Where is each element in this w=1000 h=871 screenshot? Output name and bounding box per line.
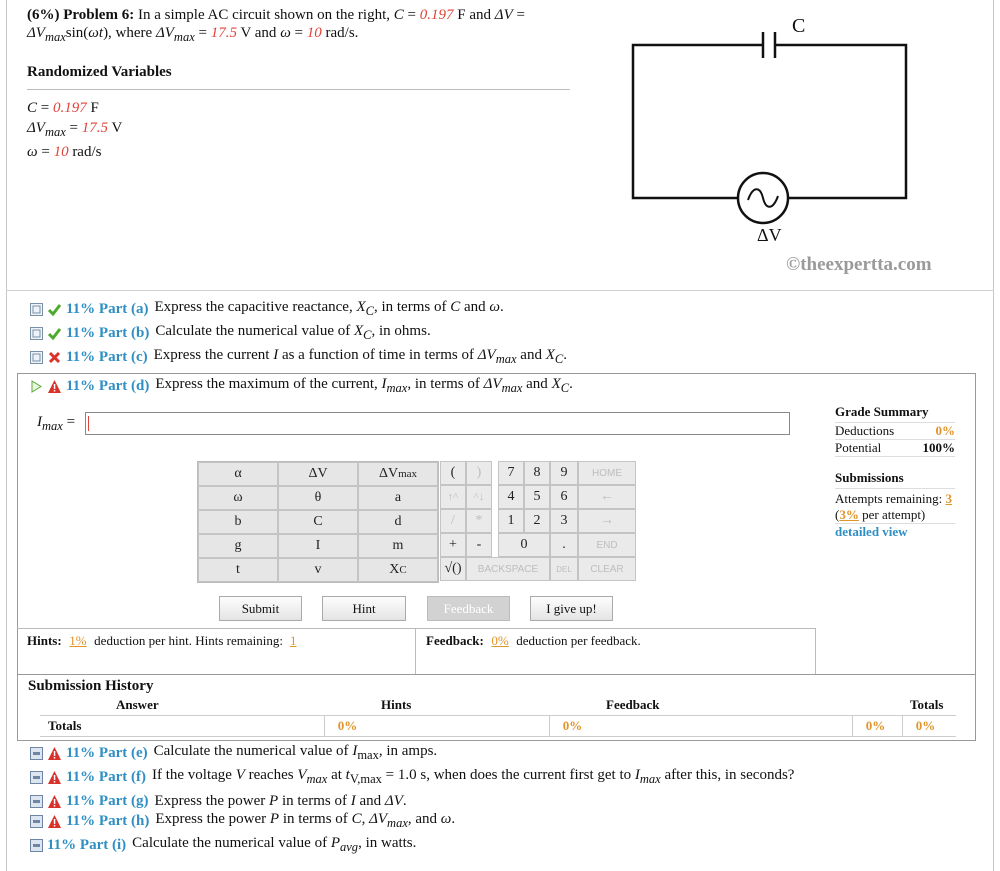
part-label[interactable]: 11% Part (a) [66, 300, 149, 317]
checkmark-icon [47, 302, 62, 317]
column-header-hints: Hints [381, 697, 412, 712]
part-a[interactable] [30, 298, 504, 320]
hints-info: Hints: 1% deduction per hint. Hints remaining: 1 [17, 628, 416, 674]
key-v[interactable]: v [278, 558, 358, 582]
key-delta-v-max[interactable]: ΔV max [358, 462, 438, 486]
key-delta-v[interactable]: ΔV [278, 462, 358, 486]
part-text: Express the capacitive reactance, $X_C$, in terms of C and ω. [154, 299, 504, 318]
key-down[interactable]: ^↓ [466, 485, 492, 509]
key-0[interactable]: 0 [498, 533, 550, 557]
key-del[interactable]: DEL [550, 557, 578, 581]
key-i[interactable]: I [278, 534, 358, 558]
rv-line-c: C = 0.197 F [27, 100, 99, 116]
expand-icon[interactable] [30, 327, 43, 340]
key-left-arrow[interactable]: ← [578, 485, 636, 509]
key-a[interactable]: a [358, 486, 438, 510]
key-b[interactable]: b [198, 510, 278, 534]
part-label[interactable]: 11% Part (d) [66, 377, 150, 394]
potential-value: 100% [922, 440, 955, 455]
warning-icon [47, 770, 62, 785]
part-label[interactable]: 11% Part (i) [47, 836, 127, 853]
key-alpha[interactable]: α [198, 462, 278, 486]
divider [6, 290, 994, 291]
divider [17, 674, 976, 675]
answer-label: $I_{max}$ = [37, 414, 76, 433]
answer-input[interactable] [85, 412, 790, 435]
key-t[interactable]: t [198, 558, 278, 582]
column-header-feedback: Feedback [606, 697, 660, 712]
watermark: ©theexpertta.com [786, 254, 932, 275]
column-header-answer: Answer [116, 697, 159, 712]
collapsed-icon[interactable] [30, 795, 43, 808]
collapsed-icon[interactable] [30, 815, 43, 828]
key-decimal[interactable]: . [550, 533, 578, 557]
key-7[interactable]: 7 [498, 461, 524, 485]
key-omega[interactable]: ω [198, 486, 278, 510]
key-m[interactable]: m [358, 534, 438, 558]
key-c[interactable]: C [278, 510, 358, 534]
answer-total: 0% [324, 716, 370, 736]
part-label[interactable]: 11% Part (e) [66, 744, 148, 761]
part-text: If the voltage V reaches $V_{max}$ at $t_{V,max} = 1.0$ s, when does the current first get to $I_{max}$ after this, in seconds? [151, 767, 795, 786]
warning-icon [47, 794, 62, 809]
hint-button[interactable]: Hint [322, 596, 406, 621]
key-2[interactable]: 2 [524, 509, 550, 533]
key-lparen[interactable]: ( [440, 461, 466, 485]
hints-total: 0% [549, 716, 595, 736]
rv-line-omega: ω = 10 rad/s [27, 144, 102, 160]
expand-icon[interactable] [30, 351, 43, 364]
deductions-value: 0% [935, 423, 955, 438]
key-8[interactable]: 8 [524, 461, 550, 485]
key-home[interactable]: HOME [578, 461, 636, 485]
feedback-total: 0% [852, 716, 898, 736]
part-i[interactable] [30, 834, 416, 856]
table-row [40, 715, 956, 737]
key-clear[interactable]: CLEAR [578, 557, 636, 581]
key-end[interactable]: END [578, 533, 636, 557]
feedback-deduction: 0% [491, 633, 509, 648]
part-text: Express the maximum of the current, $I_{max}$, in terms of $\Delta V_{max}$ and $X_C$. [155, 376, 573, 395]
collapsed-icon[interactable] [30, 747, 43, 760]
x-mark-icon [47, 350, 62, 365]
capacitor-label: C [792, 15, 806, 37]
part-g[interactable] [30, 790, 407, 812]
key-g[interactable]: g [198, 534, 278, 558]
key-6[interactable]: 6 [550, 485, 578, 509]
totals-label: Totals [48, 718, 82, 733]
part-text: Calculate the numerical value of $P_{avg}$, in watts. [132, 835, 417, 854]
divider [27, 89, 570, 90]
key-multiply[interactable]: * [466, 509, 492, 533]
key-d[interactable]: d [358, 510, 438, 534]
part-e[interactable] [30, 742, 437, 764]
key-theta[interactable]: θ [278, 486, 358, 510]
key-right-arrow[interactable]: → [578, 509, 636, 533]
circuit-diagram [620, 10, 920, 250]
part-text: Calculate the numerical value of $I_{max}$, in amps. [153, 743, 438, 762]
part-text: Express the current I as a function of time in terms of $\Delta V_{max}$ and $X_C$. [153, 347, 567, 366]
text-cursor [88, 416, 89, 431]
key-5[interactable]: 5 [524, 485, 550, 509]
warning-icon [47, 814, 62, 829]
expand-icon[interactable] [30, 303, 43, 316]
part-c[interactable] [30, 346, 567, 368]
grand-total: 0% [902, 716, 948, 736]
feedback-button[interactable]: Feedback [427, 596, 510, 621]
part-text: Express the power P in terms of I and ΔV. [154, 792, 407, 809]
submission-history-title: Submission History [28, 678, 154, 694]
key-sqrt[interactable]: √() [440, 557, 466, 581]
part-h[interactable] [30, 810, 455, 832]
attempts-remaining: 3 [945, 491, 952, 506]
detailed-view-link[interactable]: detailed view [835, 524, 908, 539]
randomized-variables-title: Randomized Variables [27, 64, 172, 80]
key-4[interactable]: 4 [498, 485, 524, 509]
warning-icon [47, 379, 62, 394]
key-plus[interactable]: + [440, 533, 466, 557]
collapsed-icon[interactable] [30, 839, 43, 852]
part-label[interactable]: 11% Part (b) [66, 324, 150, 341]
key-x-c[interactable]: X C [358, 558, 438, 582]
give-up-button[interactable]: I give up! [530, 596, 613, 621]
play-icon[interactable] [30, 380, 43, 393]
number-keypad [440, 461, 636, 582]
key-minus[interactable]: - [466, 533, 492, 557]
key-1[interactable]: 1 [498, 509, 524, 533]
key-rparen[interactable]: ) [466, 461, 492, 485]
key-3[interactable]: 3 [550, 509, 578, 533]
column-header-totals: Totals [910, 697, 944, 712]
source-label: ΔV [757, 225, 782, 245]
warning-icon [47, 746, 62, 761]
submissions-panel: Submissions Attempts remaining: 3 (3% per attempt) detailed view [835, 470, 955, 540]
part-text: Express the power P in terms of C, $\Delta V_{max}$, and ω. [155, 811, 456, 830]
part-label[interactable]: 11% Part (f) [66, 768, 146, 785]
part-label[interactable]: 11% Part (g) [66, 792, 149, 809]
part-text: Calculate the numerical value of $X_C$, in ohms. [155, 323, 431, 342]
part-b[interactable] [30, 322, 431, 344]
problem-statement: (6%) Problem 6: In a simple AC circuit shown on the right, C = 0.197 F and ΔV = $\Delta V_{max}\sin(\omega t)$, where $\Delta V_{max} = 17.5$ V and ω = 10 rad/s. [27, 7, 525, 44]
randomized-variables-list [27, 98, 122, 162]
key-divide[interactable]: / [440, 509, 466, 533]
hint-deduction: 1% [69, 633, 87, 648]
part-label[interactable]: 11% Part (h) [66, 812, 150, 829]
collapsed-icon[interactable] [30, 771, 43, 784]
symbol-keypad [197, 461, 439, 583]
submit-button[interactable]: Submit [219, 596, 302, 621]
part-d[interactable] [30, 375, 573, 397]
part-f[interactable] [30, 766, 794, 788]
rv-line-dvmax: $\Delta V_{max} = 17.5$ V [27, 120, 123, 139]
part-label[interactable]: 11% Part (c) [66, 348, 148, 365]
key-9[interactable]: 9 [550, 461, 578, 485]
checkmark-icon [47, 326, 62, 341]
key-up[interactable]: ↑^ [440, 485, 466, 509]
hints-remaining: 1 [290, 633, 297, 648]
feedback-info: Feedback: 0% deduction per feedback. [416, 628, 816, 674]
key-backspace[interactable]: BACKSPACE [466, 557, 550, 581]
grade-summary: Grade Summary Deductions 0% Potential 100% [835, 404, 955, 455]
